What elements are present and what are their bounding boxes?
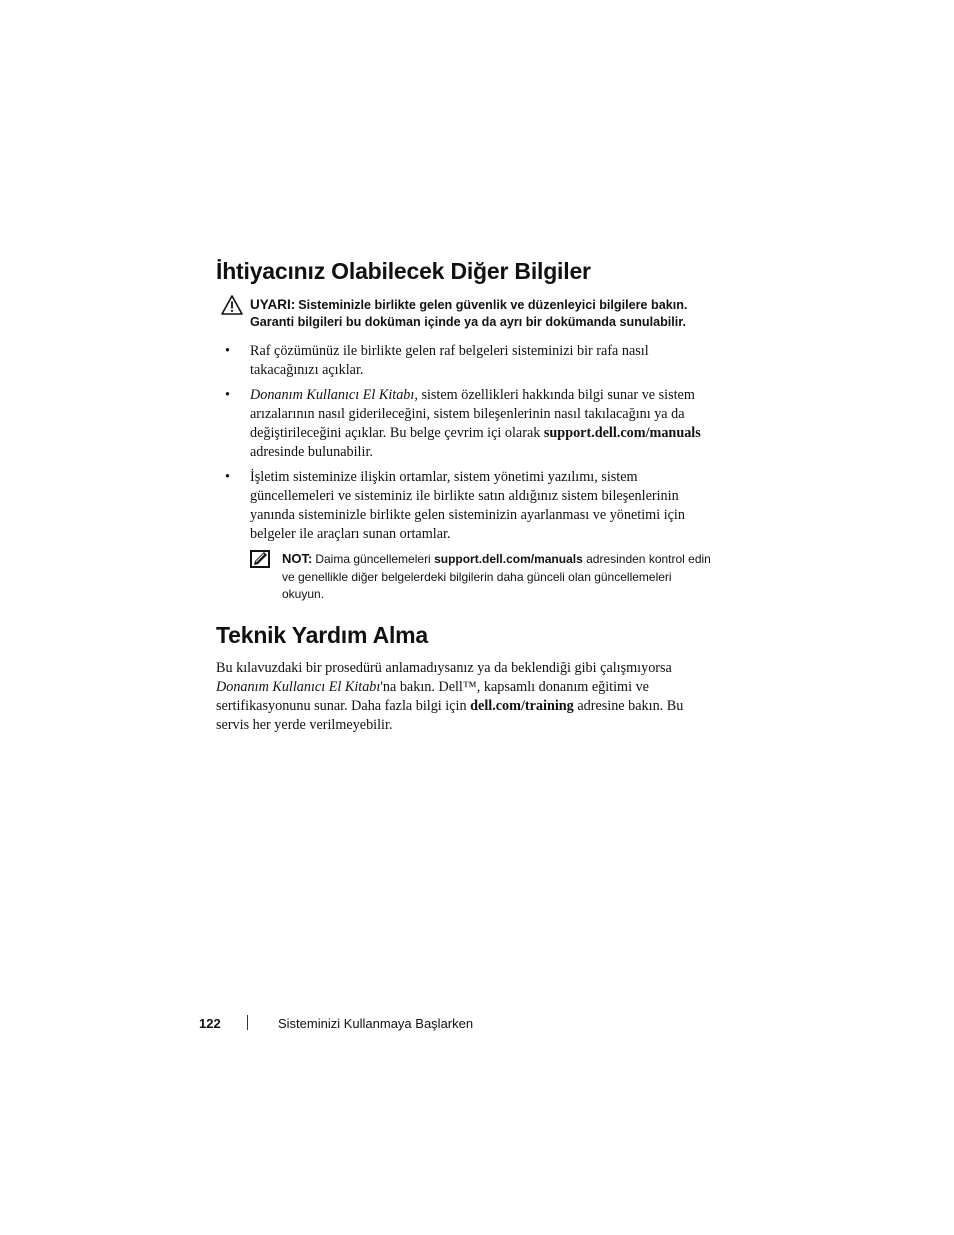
note-label: NOT: [282, 551, 313, 566]
info-list [216, 342, 716, 544]
warning-block [216, 296, 716, 331]
list-item: • Donanım Kullanıcı El Kitabı, sistem özellikleri hakkında bilgi sunar ve sistem arızalarının nasıl giderileceğini, sistem bileşenlerinin nasıl takılacağını ya da değiştirileceğini açıklar. Bu belge çevrim içi olarak support.dell.com/manuals adresinde bulunabilir. [225, 387, 701, 460]
manual-title: Donanım Kullanıcı El Kitabı, [250, 387, 418, 403]
bullet: • [225, 343, 230, 359]
bullet: • [225, 469, 230, 485]
manual-title: Donanım Kullanıcı El Kitabı [216, 678, 381, 695]
note-block: NOT: Daima güncellemeleri support.dell.com/manuals adresinden kontrol edin ve genellikle diğer belgelerdeki bilgilerin daha günceli olan güncellemeleri okuyun. [250, 550, 716, 604]
footer-divider [247, 1015, 248, 1030]
warning-label: UYARI: [250, 297, 296, 312]
note-pencil-icon [250, 550, 270, 568]
training-link[interactable]: dell.com/training [470, 697, 574, 714]
manuals-link[interactable]: support.dell.com/manuals [543, 425, 701, 441]
page-content [216, 256, 716, 735]
manuals-link-note[interactable]: support.dell.com/manuals [434, 552, 583, 566]
warning-triangle-icon [221, 295, 243, 315]
bullet: • [225, 387, 230, 403]
technical-help-paragraph: Bu kılavuzdaki bir prosedürü anlamadıysanız ya da beklendiği gibi çalışmıyorsa Donanım Kullanıcı El Kitabı'na bakın. Dell™, kapsamlı donanım eğitimi ve sertifikasyonunu sunar. Daha fazla bilgi için dell.com/training adresine bakın. Bu servis her yerde verilmeyebilir. [216, 659, 684, 733]
chapter-title: Sisteminizi Kullanmaya Başlarken [278, 1016, 474, 1031]
page-number: 122 [199, 1016, 221, 1031]
section-heading-other-info: İhtiyacınız Olabilecek Diğer Bilgiler [216, 258, 591, 284]
warning-text: Sisteminizle birlikte gelen güvenlik ve düzenleyici bilgilere bakın. Garanti bilgileri bu doküman içinde ya da ayrı bir dokümanda sunulabilir. [250, 298, 688, 329]
list-item: • İşletim sisteminize ilişkin ortamlar, sistem yönetimi yazılımı, sistem güncellemeleri ve sisteminiz ile birlikte satın aldığınız sistem bileşenlerinin yanında sisteminizle birlikte gelen sisteminizin ayarlanması ve yönetimi için belgeler ile araçları sunan ortamlar. [225, 469, 685, 542]
list-item: • Raf çözümünüz ile birlikte gelen raf belgeleri sisteminizi bir rafa nasıl takacağınızı açıklar. [225, 343, 649, 378]
section-heading-technical-help: Teknik Yardım Alma [216, 621, 429, 648]
